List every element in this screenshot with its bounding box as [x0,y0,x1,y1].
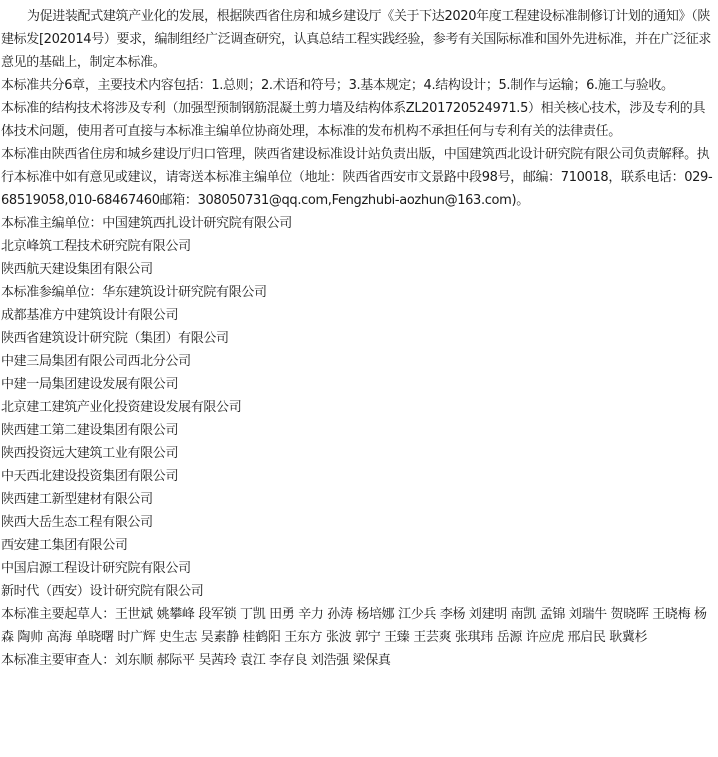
intro-paragraph-2: 本标准共分6章，主要技术内容包括：1.总则；2.术语和符号；3.基本规定；4.结构设计；5.制作与运输；6.施工与验收。 [1,78,674,93]
participating-unit: 本标准参编单位：华东建筑设计研究院有限公司 [1,285,267,300]
participating-unit: 中国启源工程设计研究院有限公司 [1,561,191,576]
participating-unit: 陕西大岳生态工程有限公司 [1,515,153,530]
chief-editor-unit: 本标准主编单位：中国建筑西扎设计研究院有限公司 [1,216,292,231]
participating-unit: 陕西建工新型建材有限公司 [1,492,153,507]
chief-editor-unit: 陕西航天建设集团有限公司 [1,262,153,277]
intro-paragraph-3: 本标准的结构技术将涉及专利（加强型预制钢筋混凝土剪力墙及结构体系ZL201720524971.5）相关核心技术，涉及专利的具体技术问题，使用者可直接与本标准主编单位协商处理，本标准的发布机构不承担任何与专利有关的法律责任。 [1,101,706,139]
participating-unit: 中建三局集团有限公司西北分公司 [1,354,191,369]
participating-unit: 中天西北建设投资集团有限公司 [1,469,179,484]
participating-unit: 新时代（西安）设计研究院有限公司 [1,584,204,599]
participating-unit: 成都基准方中建筑设计有限公司 [1,308,179,323]
chief-editor-unit: 北京峰筑工程技术研究院有限公司 [1,239,191,254]
intro-paragraph-4: 本标准由陕西省住房和城乡建设厅归口管理，陕西省建设标准设计站负责出版，中国建筑西北设计研究院有限公司负责解释。执行本标准中如有意见或建议，请寄送本标准主编单位（地址：陕西省西安市文景路中段98号，邮编：710018，联系电话：029-68519058,010-68467460邮箱：308050731@qq.com,Fengzhubi-aozhun@163.com)。 [1,147,713,208]
participating-unit: 陕西建工第二建设集团有限公司 [1,423,179,438]
intro-paragraph-1: 为促进装配式建筑产业化的发展，根据陕西省住房和城乡建设厅《关于下达2020年度工程建设标准制修订计划的通知》（陕建标发[202014号）要求，编制组经广泛调查研究，认真总结工程实践经验，参考有关国际标准和国外先进标准，并在广泛征求意见的基础上，制定本标准。 [1,9,712,70]
reviewers-list: 本标准主要审查人：刘东顺 郝际平 吴茜玲 袁江 李存良 刘浩强 梁保真 [1,653,391,668]
participating-unit: 中建一局集团建设发展有限公司 [1,377,179,392]
drafters-list: 本标准主要起草人：王世斌 姚攀峰 段军锁 丁凯 田勇 辛力 孙涛 杨培娜 江少兵 李杨 刘建明 南凯 孟锦 刘瑞牛 贺晓晖 王晓梅 杨森 陶帅 高海 单晓曙 时广辉 史生志 吴素静 桂鹤阳 王东方 张波 郭宁 王臻 王芸爽 张琪玮 岳源 许应虎 邢启民 耿冀杉 [1,607,707,645]
participating-unit: 陕西省建筑设计研究院（集团）有限公司 [1,331,229,346]
participating-unit: 北京建工建筑产业化投资建设发展有限公司 [1,400,242,415]
participating-unit: 陕西投资远大建筑工业有限公司 [1,446,179,461]
participating-unit: 西安建工集团有限公司 [1,538,128,553]
